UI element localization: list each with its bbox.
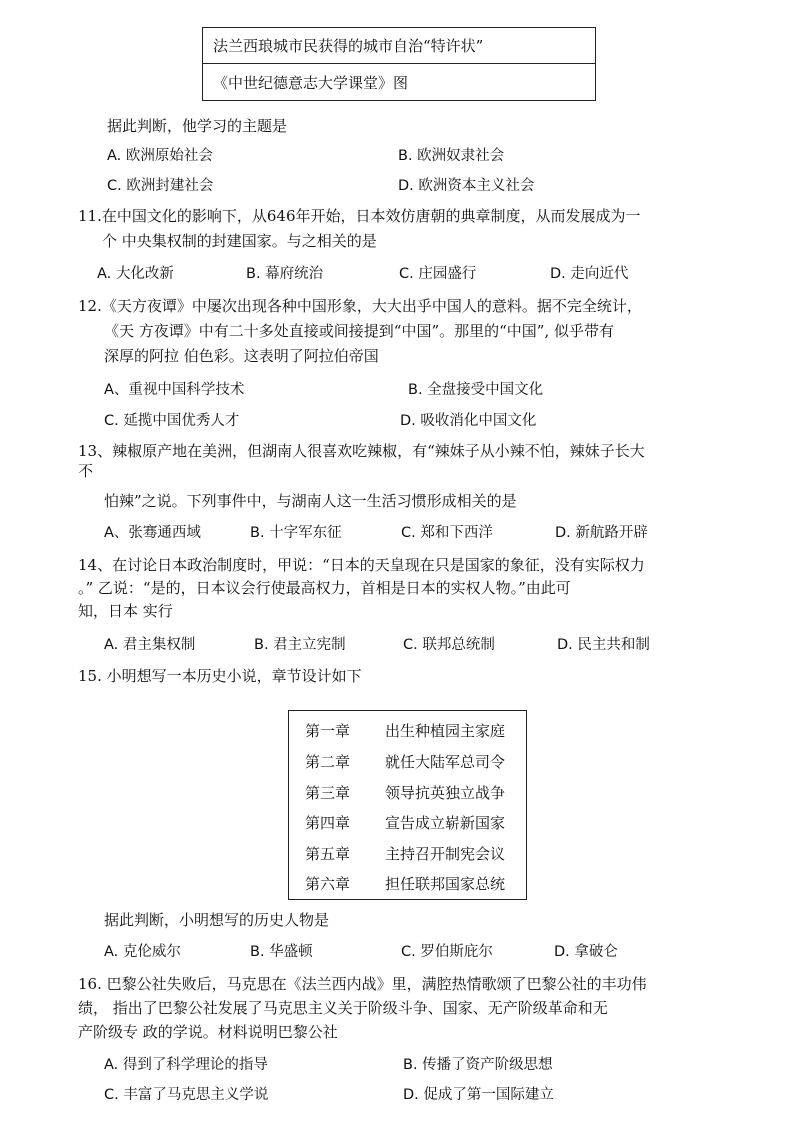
q10-option-d[interactable]: D. 欧洲资本主义社会 <box>398 178 535 194</box>
q15-option-c[interactable]: C. 罗伯斯庇尔 <box>401 944 493 960</box>
q10-option-a[interactable]: A. 欧洲原始社会 <box>107 148 213 164</box>
chapter-outline-box <box>288 710 527 900</box>
q13-option-d[interactable]: D. 新航路开辟 <box>555 525 648 541</box>
q13-option-b[interactable]: B. 十字军东征 <box>250 525 342 541</box>
q16-option-a[interactable]: A. 得到了科学理论的指导 <box>104 1057 268 1073</box>
q10-option-c[interactable]: C. 欧洲封建社会 <box>107 178 214 194</box>
q16-stem-line1: 16. 巴黎公社失败后，马克思在《法兰西内战》里，满腔热情歌颂了巴黎公社的丰功伟 <box>78 975 647 993</box>
q12-option-c[interactable]: C. 延揽中国优秀人才 <box>104 413 240 429</box>
chapter-number: 第六章 <box>305 875 351 893</box>
material-line-university: 《中世纪德意志大学课堂》图 <box>213 74 409 92</box>
q14-option-c[interactable]: C. 联邦总统制 <box>403 637 495 653</box>
q14-stem-line2: 。” 乙说：“是的，日本议会行使最高权力，首相是日本的实权人物。”由此可 <box>78 579 571 597</box>
q11-stem-line1: 11.在中国文化的影响下，从646年开始，日本效仿唐朝的典章制度，从而发展成为一 <box>78 207 641 225</box>
chapter-title: 出生种植园主家庭 <box>385 722 506 740</box>
q13-option-c[interactable]: C. 郑和下西洋 <box>401 525 493 541</box>
q15-option-d[interactable]: D. 拿破仑 <box>554 944 618 960</box>
q15-option-a[interactable]: A. 克伦威尔 <box>104 944 181 960</box>
q12-stem-line2: 《天 方夜谭》中有二十多处直接或间接提到“中国”。那里的“中国”, 似乎带有 <box>104 322 614 340</box>
q15-stem-line1: 15. 小明想写一本历史小说，章节设计如下 <box>78 667 362 685</box>
q10-option-b[interactable]: B. 欧洲奴隶社会 <box>398 148 505 164</box>
q16-option-c[interactable]: C. 丰富了马克思主义学说 <box>104 1087 269 1103</box>
q11-option-c[interactable]: C. 庄园盛行 <box>399 266 477 282</box>
chapter-title: 主持召开制宪会议 <box>385 845 506 863</box>
q11-option-b[interactable]: B. 幕府统治 <box>246 266 324 282</box>
q15-stem: 据此判断，小明想写的历史人物是 <box>104 911 330 929</box>
chapter-title: 领导抗英独立战争 <box>385 784 506 802</box>
q12-option-b[interactable]: B. 全盘接受中国文化 <box>408 382 544 398</box>
chapter-number: 第一章 <box>305 722 351 740</box>
q11-stem-line2: 个 中央集权制的封建国家。与之相关的是 <box>102 232 377 250</box>
q12-stem-line1: 12.《天方夜谭》中屡次出现各种中国形象，大大出乎中国人的意料。据不完全统计， <box>78 297 642 315</box>
q15-option-b[interactable]: B. 华盛顿 <box>250 944 313 960</box>
q10-stem: 据此判断，他学习的主题是 <box>107 117 288 135</box>
q14-stem-line1: 14、在讨论日本政治制度时，甲说：“日本的天皇现在只是国家的象征，没有实际权力 <box>78 556 645 574</box>
chapter-title: 就任大陆军总司令 <box>385 753 506 771</box>
q13-option-a[interactable]: A、张骞通西域 <box>104 525 201 541</box>
material-box <box>202 27 596 101</box>
q12-stem-line3: 深厚的阿拉 伯色彩。这表明了阿拉伯帝国 <box>104 347 379 365</box>
q14-option-b[interactable]: B. 君主立宪制 <box>254 637 346 653</box>
q16-option-d[interactable]: D. 促成了第一国际建立 <box>403 1087 554 1103</box>
chapter-number: 第四章 <box>305 814 351 832</box>
q12-option-a[interactable]: A、重视中国科学技术 <box>104 382 245 398</box>
chapter-number: 第五章 <box>305 845 351 863</box>
q12-option-d[interactable]: D. 吸收消化中国文化 <box>400 413 537 429</box>
q13-stem-line1: 13、辣椒原产地在美洲，但湖南人很喜欢吃辣椒，有“辣妹子从小辣不怕，辣妹子长大 <box>78 442 645 460</box>
q16-stem-line2: 绩， 指出了巴黎公社发展了马克思主义关于阶级斗争、国家、无产阶级革命和无 <box>78 999 608 1017</box>
chapter-number: 第三章 <box>305 784 351 802</box>
q11-option-d[interactable]: D. 走向近代 <box>550 266 629 282</box>
q16-stem-line3: 产阶级专 政的学说。材料说明巴黎公社 <box>78 1023 338 1041</box>
chapter-title: 担任联邦国家总统 <box>385 875 506 893</box>
chapter-title: 宣告成立崭新国家 <box>385 814 506 832</box>
chapter-number: 第二章 <box>305 753 351 771</box>
q16-option-b[interactable]: B. 传播了资产阶级思想 <box>403 1057 553 1073</box>
q14-option-a[interactable]: A. 君主集权制 <box>104 637 196 653</box>
q14-option-d[interactable]: D. 民主共和制 <box>557 637 650 653</box>
q13-stem-line2: 怕辣”之说。下列事件中，与湖南人这一生活习惯形成相关的是 <box>104 492 517 510</box>
q14-stem-line3: 知，日本 实行 <box>78 602 173 620</box>
material-line-charter: 法兰西琅城市民获得的城市自治“特许状” <box>203 28 595 64</box>
q13-stem-line1-wrap: 不 <box>78 462 94 480</box>
q11-option-a[interactable]: A. 大化改新 <box>97 266 174 282</box>
